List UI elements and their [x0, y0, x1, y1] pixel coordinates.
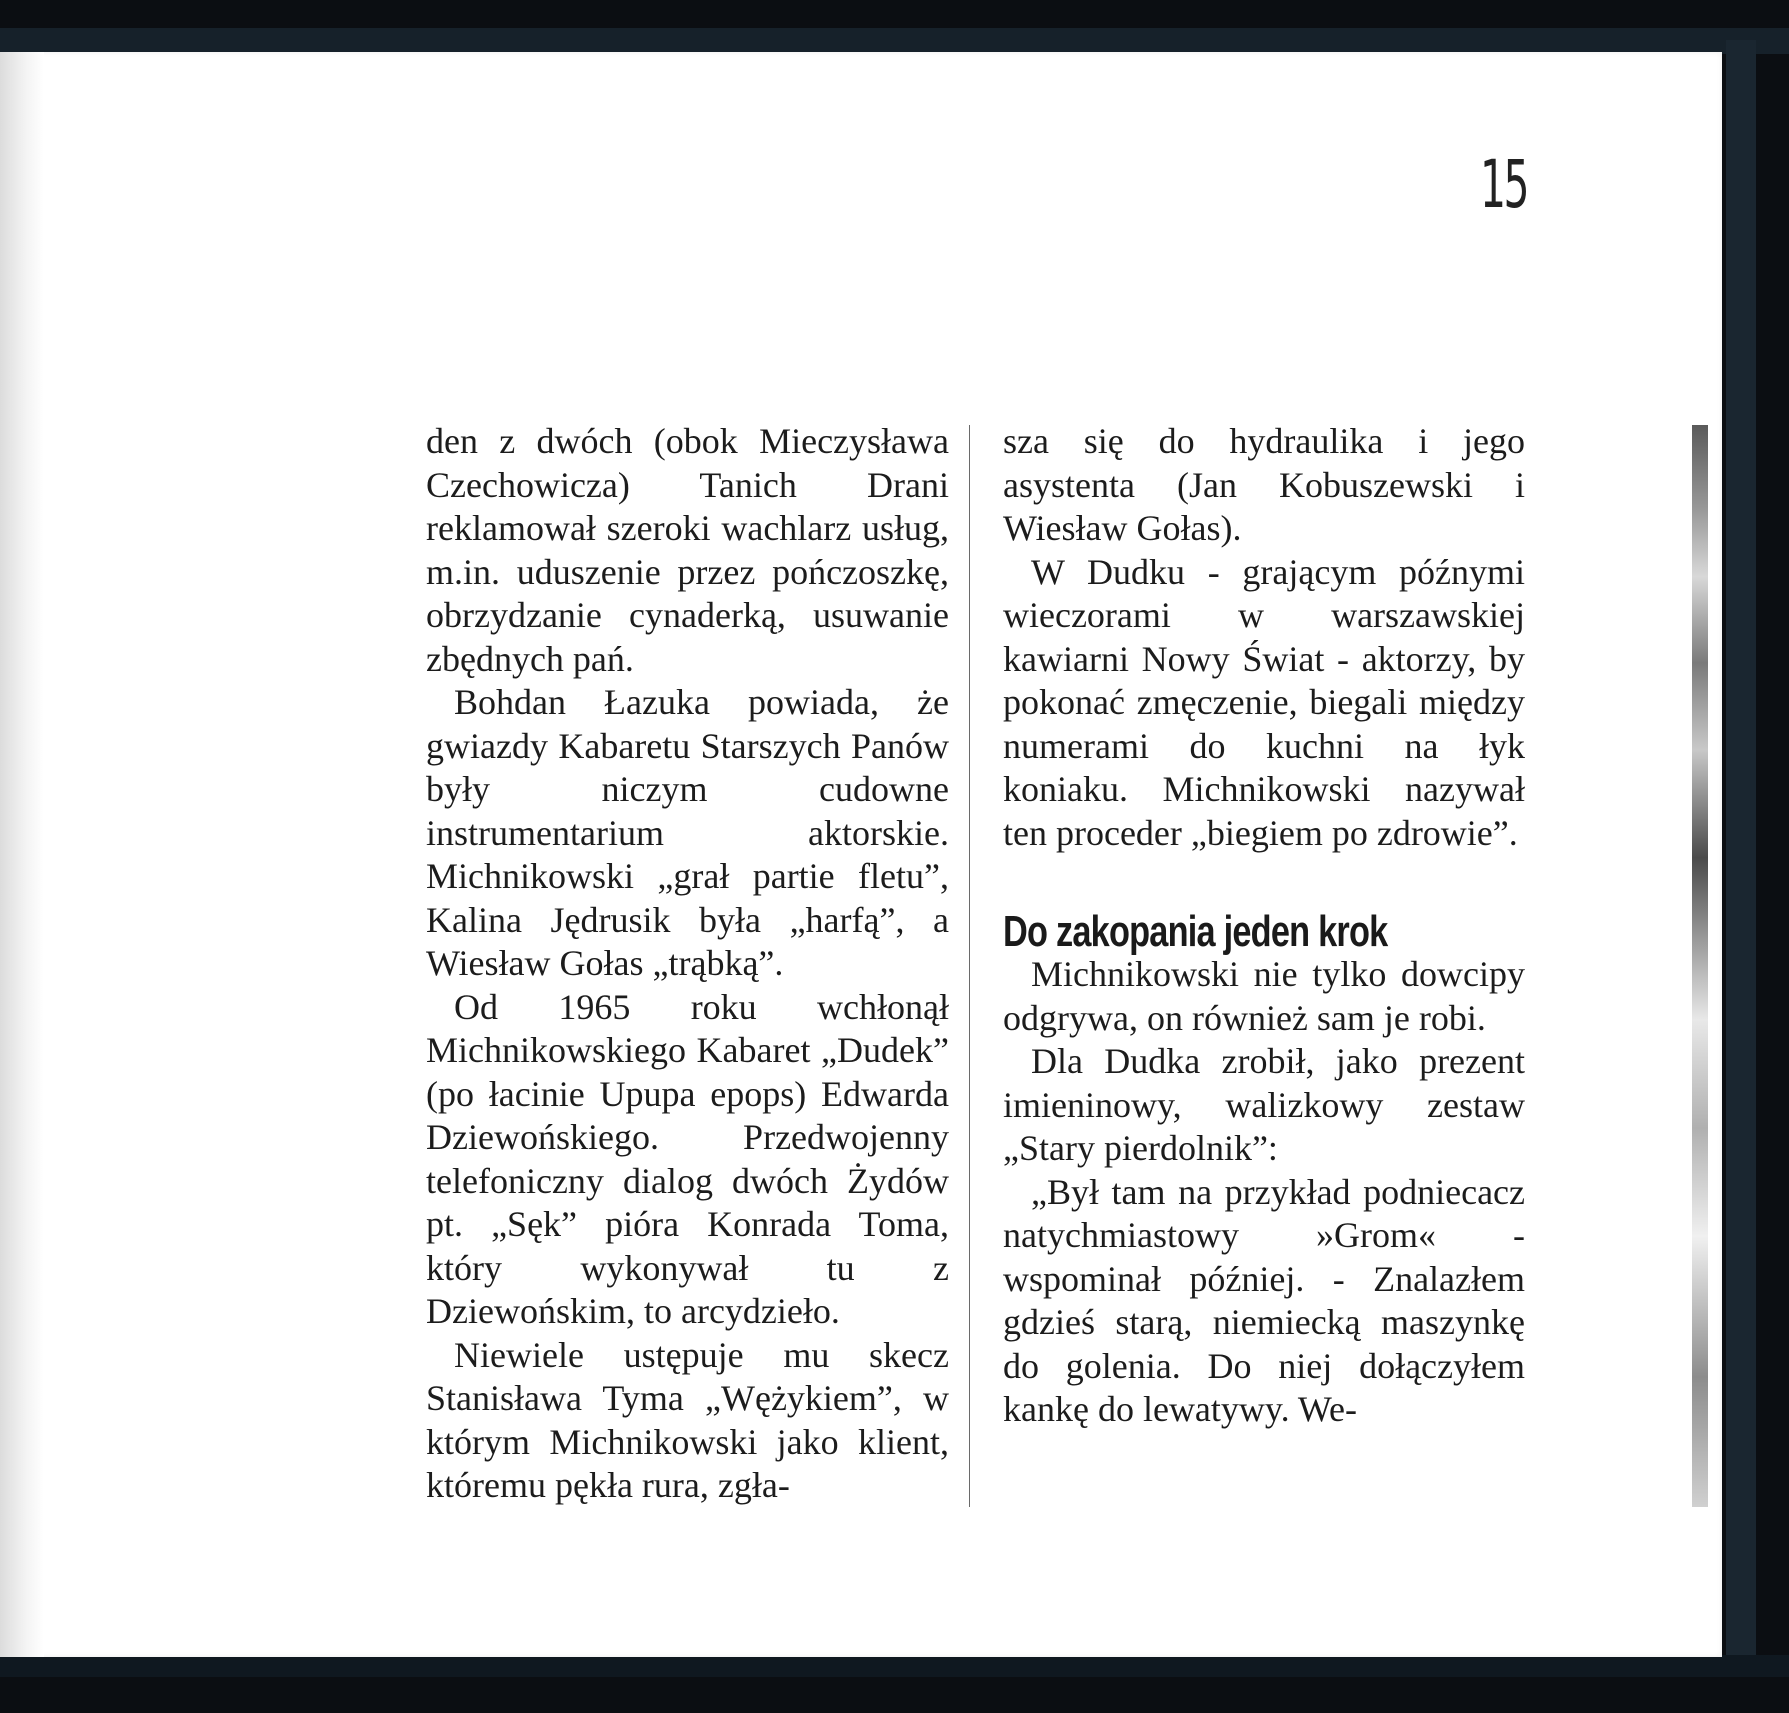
column-divider [969, 425, 970, 1507]
paragraph: W Dudku - grającym późnymi wieczorami w warszawskiej kawiarni Nowy Świat - aktorzy, by pokonać zmęczenie, biegali między numerami do kuchni na łyk koniaku. Michnikowski nazywał ten proceder „biegiem po zdrowie”. [1003, 551, 1525, 853]
paragraph: sza się do hydraulika i jego asystenta (Jan Kobuszewski i Wiesław Gołas). [1003, 421, 1525, 548]
adjacent-photo-edge [1692, 425, 1708, 1507]
page-binding-edge [0, 52, 44, 1657]
cover-edge-right [1726, 40, 1756, 1670]
left-text-column [426, 420, 949, 1508]
paragraph: Niewiele ustępuje mu skecz Stanisława Tyma „Wężykiem”, w którym Michnikowski jako klient, któremu pękła rura, zgła- [426, 1334, 949, 1505]
paragraph: den z dwóch (obok Mieczysława Czechowicza) Tanich Drani reklamował szeroki wachlarz usług, m.in. uduszenie przez pończoszkę, obrzydzanie cynaderką, usuwanie zbędnych pań. [426, 421, 949, 679]
paragraph: Od 1965 roku wchłonął Michnikowskiego Kabaret „Dudek” (po łacinie Upupa epops) Edwarda Dziewońskiego. Przedwojenny telefoniczny dialog dwóch Żydów pt. „Sęk” pióra Konrada Toma, który wykonywał tu z Dziewońskim, to arcydzieło. [426, 986, 949, 1331]
section-heading: Do zakopania jeden krok [1003, 907, 1388, 956]
paragraph: Bohdan Łazuka powiada, że gwiazdy Kabaretu Starszych Panów były niczym cudowne instrumentarium aktorskie. Michnikowski „grał partie fletu”, Kalina Jędrusik była „harfą”, a Wiesław Gołas „trąbką”. [426, 682, 949, 983]
cover-edge-top [0, 28, 1789, 54]
page-number: 15 [1480, 146, 1528, 223]
paragraph: „Był tam na przykład podniecacz natychmiastowy »Grom« - wspominał później. - Znalazłem gdzieś starą, niemiecką maszynkę do golenia. Do niej dołączyłem kankę do lewatywy. We- [1003, 1171, 1525, 1429]
paragraph: Michnikowski nie tylko dowcipy odgrywa, on również sam je robi. [1003, 954, 1525, 1038]
paragraph: Dla Dudka zrobił, jako prezent imieninowy, walizkowy zestaw „Stary pierdolnik”: [1003, 1041, 1525, 1168]
cover-edge-bottom [0, 1655, 1789, 1677]
right-text-column [1003, 420, 1525, 1432]
